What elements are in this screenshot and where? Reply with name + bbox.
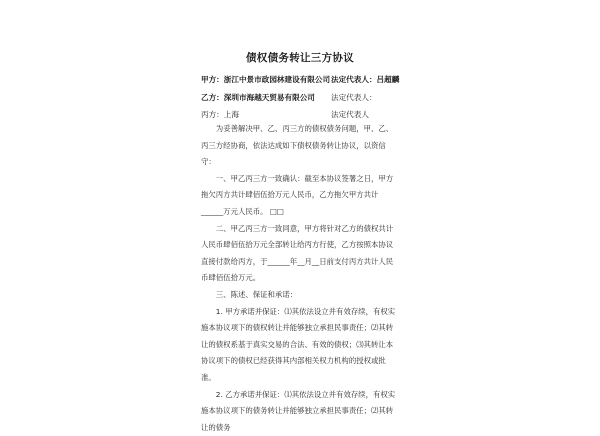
clause-2: 二、甲乙丙三方一致同意，甲方将针对乙方的债权共计人民币肆佰伍拾万元全部转让给丙方行使，乙方按照本协议直接付款给丙方，于______年__月__日前支付丙方共计人民币肆佰伍拾万元。 (201, 221, 396, 287)
agreement-body (201, 121, 396, 436)
clause-3-heading: 三、陈述、保证和承诺： (201, 287, 396, 304)
party-c-name: 丙方：上海 (201, 110, 239, 120)
party-a-representative: 法定代表人：吕超麟 (331, 75, 399, 85)
party-b-name: 乙方：深圳市海越天贸易有限公司 (201, 93, 315, 103)
party-c-representative: 法定代表人 (331, 110, 369, 120)
party-b-representative: 法定代表人： (331, 93, 377, 103)
clause-3-1: 1. 甲方承诺并保证：⑴其依法设立并有效存续，有权实施本协议项下的债权转让并能够独立承担民事责任；⑵其转让的债权系基于真实交易的合法、有效的债权；⑶其转让本协议项下的债权已经获得其内部相关权力机构的授权或批准。 (201, 304, 396, 387)
intro-paragraph: 为妥善解决甲、乙、丙三方的债权债务问题，甲、乙、丙三方经协商，依法达成如下债权债务转让协议，以资信守： (201, 121, 396, 171)
clause-3-2: 2. 乙方承诺并保证：⑴其依法设立并有效存续，有权实施本协议项下的债务转让并能够独立承担民事责任；⑵其转让的债务 (201, 387, 396, 436)
document-title: 债权债务转让三方协议 (0, 50, 600, 65)
party-a-name: 甲方：浙江中景市政园林建设有限公司 (201, 75, 330, 85)
clause-1: 一、甲乙丙三方一致确认：截至本协议签署之日，甲方拖欠丙方共计肆佰伍拾万元人民币，乙方拖欠甲方共计______万元人民币。 □□ (201, 171, 396, 221)
